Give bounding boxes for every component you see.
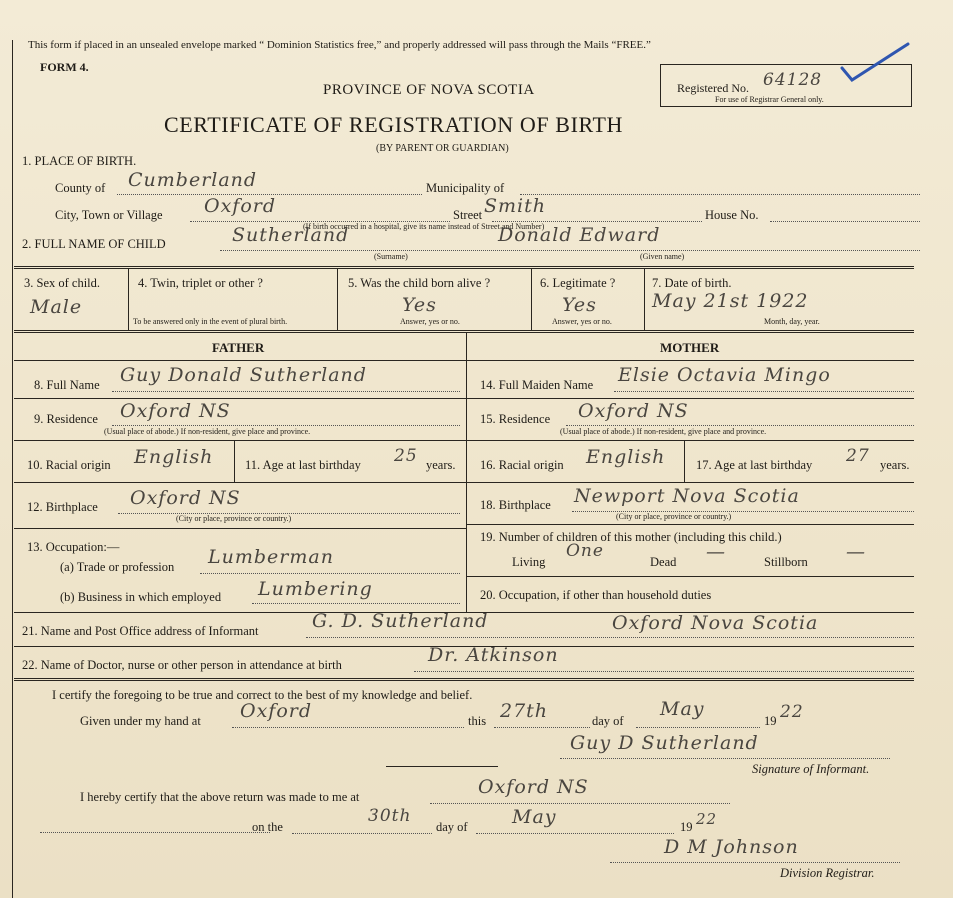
this-label: this [468,714,487,728]
father-name-label: 8. Full Name [34,378,100,392]
mother-residence-note: (Usual place of abode.) If non-resident, give place and province. [560,427,767,436]
mother-age-label: 17. Age at last birthday [696,458,813,472]
registrar-statement: I hereby certify that the above return was made to me at [80,790,360,804]
legitimate-value: Yes [562,294,597,316]
father-residence-label: 9. Residence [34,412,98,426]
informant-name-value: G. D. Sutherland [312,610,489,632]
stillborn-label: Stillborn [764,555,808,569]
father-trade-value: Lumberman [208,546,334,568]
registrar-day: 30th [368,806,412,826]
dead-label: Dead [650,555,677,569]
certification-statement: I certify the foregoing to be true and correct to the best of my knowledge and belief. [52,688,473,702]
mother-birthplace-note: (City or place, province or country.) [616,512,732,521]
stillborn-value: — [846,541,866,563]
left-border [12,40,13,898]
registrar-on-label: on the [252,820,283,834]
father-residence-value: Oxford NS [120,400,231,422]
form-number: FORM 4. [40,60,89,74]
father-racial-value: English [134,446,214,468]
given-day: 27th [500,700,549,722]
father-residence-note: (Usual place of abode.) If non-resident, give place and province. [104,427,311,436]
doctor-value: Dr. Atkinson [428,644,559,666]
date-of-birth-note: Month, day, year. [764,317,820,326]
father-occupation-label: 13. Occupation:— [27,540,120,554]
registrar-place: Oxford NS [478,776,589,798]
registered-label: Registered No. [677,81,749,95]
day-of-label: day of [592,714,624,728]
father-trade-label: (a) Trade or profession [60,560,175,574]
mother-racial-label: 16. Racial origin [480,458,564,472]
living-value: One [566,541,604,561]
twin-label: 4. Twin, triplet or other ? [138,276,263,290]
child-given-name: Donald Edward [498,224,661,246]
given-label: Given under my hand at [80,714,201,728]
mother-birthplace-value: Newport Nova Scotia [574,485,800,507]
given-place: Oxford [240,700,313,722]
father-age-label: 11. Age at last birthday [245,458,361,472]
mother-children-label: 19. Number of children of this mother (including this child.) [480,530,782,544]
mother-name-label: 14. Full Maiden Name [480,378,594,392]
alive-label: 5. Was the child born alive ? [348,276,491,290]
county-value: Cumberland [128,169,258,191]
alive-note: Answer, yes or no. [400,317,460,326]
father-birthplace-label: 12. Birthplace [27,500,98,514]
mother-years-label: years. [880,458,910,472]
province-heading: PROVINCE OF NOVA SCOTIA [323,82,535,98]
page-subtitle: (BY PARENT OR GUARDIAN) [376,143,509,154]
city-label: City, Town or Village [55,208,163,222]
father-birthplace-note: (City or place, province or country.) [176,514,292,523]
informant-label: 21. Name and Post Office address of Informant [22,624,259,638]
checkmark-icon [838,40,913,90]
street-label: Street [453,208,483,222]
given-year: 22 [780,702,804,722]
municipality-label: Municipality of [426,181,505,195]
informant-signature-caption: Signature of Informant. [752,762,870,776]
date-of-birth-value: May 21st 1922 [652,290,809,312]
registrar-caption: Division Registrar. [780,866,875,880]
father-years-label: years. [426,458,456,472]
given-month: May [660,698,705,720]
child-surname: Sutherland [232,224,350,246]
father-business-value: Lumbering [258,578,373,600]
mother-occupation-label: 20. Occupation, if other than household duties [480,588,712,602]
alive-value: Yes [402,294,437,316]
twin-note: To be answered only in the event of plural birth. [133,317,288,326]
page-title: CERTIFICATE OF REGISTRATION OF BIRTH [164,112,623,137]
registrar-month: May [512,806,557,828]
legitimate-label: 6. Legitimate ? [540,276,616,290]
house-label: House No. [705,208,759,222]
city-value: Oxford [204,195,277,217]
father-business-label: (b) Business in which employed [60,590,222,604]
registrar-use-note: For use of Registrar General only. [715,95,824,104]
county-label: County of [55,181,106,195]
mother-racial-value: English [586,446,666,468]
father-name-value: Guy Donald Sutherland [120,364,367,386]
legitimate-note: Answer, yes or no. [552,317,612,326]
child-name-label: 2. FULL NAME OF CHILD [22,237,166,251]
date-of-birth-label: 7. Date of birth. [652,276,732,290]
sex-label: 3. Sex of child. [24,276,101,290]
registered-value: 64128 [763,70,823,90]
informant-signature: Guy D Sutherland [570,732,759,754]
sex-value: Male [30,296,83,318]
registrar-day-of-label: day of [436,820,468,834]
living-label: Living [512,555,546,569]
given-year-prefix: 19 [764,714,777,728]
father-heading: FATHER [212,340,265,355]
street-value: Smith [484,195,546,217]
father-racial-label: 10. Racial origin [27,458,111,472]
father-age-value: 25 [394,446,418,466]
place-of-birth-heading: 1. PLACE OF BIRTH. [22,154,137,168]
hospital-note: (If birth occurred in a hospital, give its name instead of Street and Number) [303,222,545,231]
dead-value: — [706,541,726,563]
mother-name-value: Elsie Octavia Mingo [618,364,831,386]
informant-address-value: Oxford Nova Scotia [612,612,819,634]
registrar-year-prefix: 19 [680,820,693,834]
father-birthplace-value: Oxford NS [130,487,241,509]
mother-residence-value: Oxford NS [578,400,689,422]
registrar-signature: D M Johnson [664,836,799,858]
doctor-label: 22. Name of Doctor, nurse or other person in attendance at birth [22,658,342,672]
mother-heading: MOTHER [660,340,720,355]
registrar-year: 22 [696,810,718,828]
mother-birthplace-label: 18. Birthplace [480,498,551,512]
given-name-caption: (Given name) [640,252,685,261]
mother-residence-label: 15. Residence [480,412,551,426]
mother-age-value: 27 [846,446,870,466]
surname-caption: (Surname) [374,252,408,261]
mail-notice: This form if placed in an unsealed envelope marked “ Dominion Statistics free,” and properly addressed will pass through the Mails “FREE.” [28,39,651,51]
